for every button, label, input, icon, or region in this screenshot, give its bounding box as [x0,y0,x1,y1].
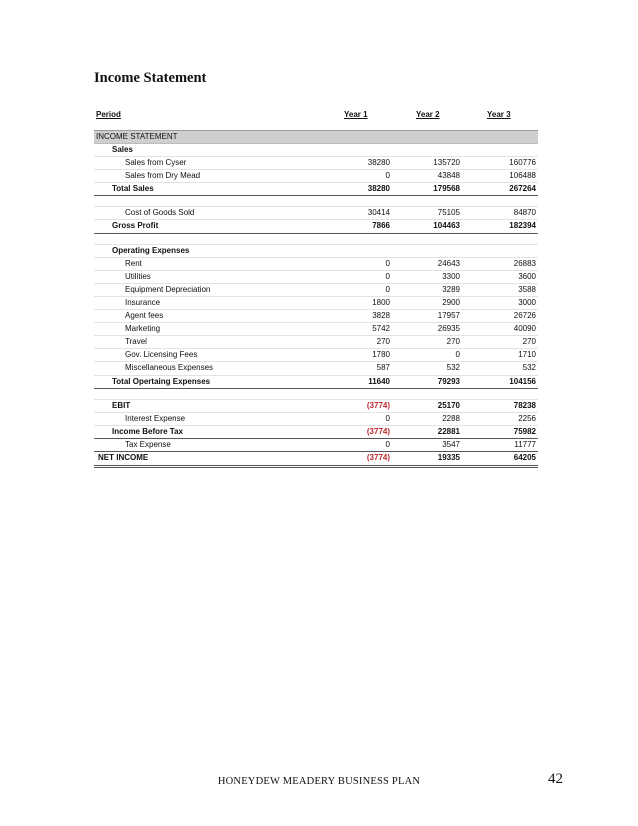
table-row [94,245,538,258]
year-3-value: 267264 [509,184,536,194]
table-row [94,170,538,183]
year-2-value: 104463 [433,221,460,231]
year-2-value: 3300 [442,271,460,281]
year-1-value: 7866 [372,221,390,231]
table-row [94,144,538,157]
row-label: Interest Expense [125,413,186,423]
total-row [94,220,538,233]
year-1-value: 1800 [372,297,390,307]
row-label: Marketing [125,324,161,334]
row-label: Travel [125,337,147,347]
row-label: Insurance [125,297,161,307]
year-3-value: 2256 [518,413,536,423]
column-header-row [94,110,538,124]
table-row [94,297,538,310]
year-2-value: 179568 [433,184,460,194]
year-1-value: (3774) [366,452,390,462]
row-label: EBIT [112,400,131,410]
year-1-value: 3828 [372,311,390,321]
year-2-value: 3547 [442,439,460,449]
year-3-value: 532 [522,363,536,373]
table-row [94,413,538,426]
table-row [94,439,538,452]
year-1-value: 1780 [372,350,390,360]
section-band: INCOME STATEMENT [94,130,538,144]
row-label: Cost of Goods Sold [125,208,195,218]
year-3-value: 270 [522,337,536,347]
year-2-value: 3289 [442,284,460,294]
year-2-value: 270 [446,337,460,347]
year-3-value: 40090 [513,324,536,334]
year-2-value: 532 [446,363,460,373]
year-3-value: 64205 [513,452,536,462]
year-1-value: 38280 [367,184,390,194]
row-label: Gov. Licensing Fees [125,350,198,360]
row-label: Total Sales [112,184,154,194]
row-label: Gross Profit [112,221,159,231]
income-statement-table [94,110,538,468]
year-3-value: 26883 [513,258,536,268]
row-label: Miscellaneous Expenses [125,363,214,373]
year-1-value: 0 [385,284,390,294]
row-label: Tax Expense [125,439,171,449]
year-1-value: 0 [385,258,390,268]
year-2-value: 26935 [437,324,460,334]
year-3-value: 78238 [513,400,536,410]
year-3-value: 160776 [509,158,536,168]
year-3-value: 11777 [514,439,536,449]
year-2-value: 75105 [437,208,460,218]
total-row [94,376,538,389]
year-3-header: Year 3 [487,110,511,119]
year-1-value: 11640 [368,376,390,386]
year-1-header: Year 1 [344,110,368,119]
year-1-value: 0 [385,271,390,281]
year-2-value: 135720 [433,158,460,168]
year-3-value: 106488 [509,171,536,181]
row-label: Rent [125,258,142,268]
table-row [94,336,538,349]
year-1-value: 0 [385,171,390,181]
year-3-value: 3000 [518,297,536,307]
year-1-value: 0 [385,439,390,449]
table-row [94,323,538,336]
row-label: Agent fees [125,311,164,321]
year-2-value: 24643 [437,258,460,268]
year-1-value: (3774) [366,426,390,436]
page-title: Income Statement [94,70,207,86]
row-label: Income Before Tax [112,426,183,436]
year-3-value: 26726 [513,311,536,321]
period-header: Period [96,110,121,119]
year-1-value: 38280 [367,158,390,168]
year-2-value: 2288 [442,413,460,423]
row-label: Utilities [125,271,151,281]
table-row [94,258,538,271]
year-1-value: 30414 [367,208,390,218]
row-label: Sales [112,145,133,154]
year-3-value: 84870 [513,208,536,218]
year-1-value: 0 [385,413,390,423]
spacer-row [94,234,538,245]
year-2-value: 19335 [437,452,460,462]
year-3-value: 3600 [518,271,536,281]
year-2-value: 0 [455,350,460,360]
row-label: Operating Expenses [112,245,190,255]
year-2-value: 22881 [437,426,460,436]
year-1-value: (3774) [366,400,390,410]
table-row [94,400,538,413]
year-3-value: 182394 [509,221,536,231]
year-1-value: 587 [376,363,390,373]
year-2-header: Year 2 [416,110,440,119]
table-row [94,284,538,297]
spacer-row [94,389,538,400]
row-label: Sales from Cyser [125,158,187,168]
table-row [94,271,538,284]
year-3-value: 75982 [513,426,536,436]
total-row [94,426,538,439]
year-1-value: 5742 [372,324,390,334]
table-row [94,362,538,375]
spacer-row [94,196,538,207]
table-row [94,310,538,323]
year-3-value: 104156 [509,376,536,386]
year-2-value: 25170 [437,400,460,410]
total-row [94,183,538,196]
table-row [94,349,538,362]
year-2-value: 79293 [437,376,460,386]
row-label: Total Opertaing Expenses [112,376,211,386]
year-1-value: 270 [376,337,390,347]
year-3-value: 3588 [518,284,536,294]
row-label: Sales from Dry Mead [125,171,201,181]
year-2-value: 17957 [437,311,460,321]
table-row [94,207,538,220]
row-label: Equipment Depreciation [125,284,211,294]
row-label: NET INCOME [98,452,149,462]
page-footer: HONEYDEW MEADERY BUSINESS PLAN [217,776,421,787]
year-2-value: 43848 [437,171,460,181]
page-number: 42 [548,771,563,787]
year-2-value: 2900 [442,297,460,307]
table-row [94,157,538,170]
net-income-row [94,452,538,468]
year-3-value: 1710 [518,350,536,360]
